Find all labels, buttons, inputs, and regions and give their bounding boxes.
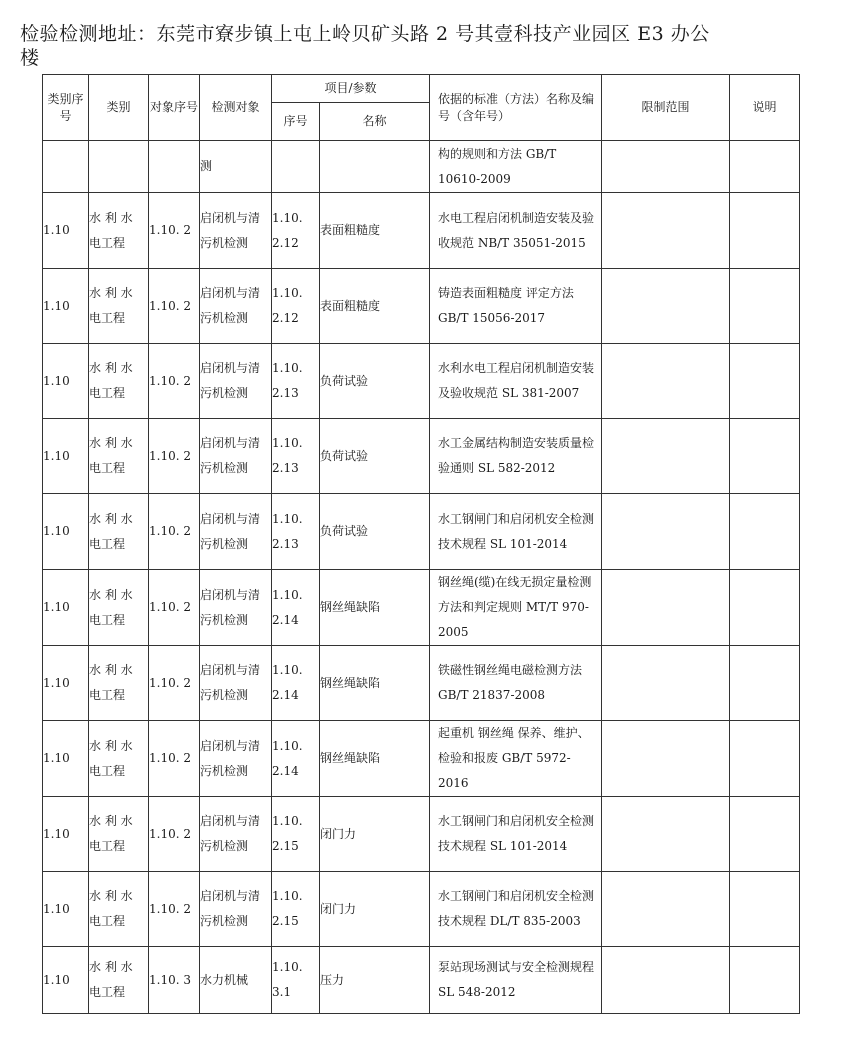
table-body: [43, 141, 800, 1014]
cell-note: [730, 494, 800, 570]
cell-seq: 1.10. 2.14: [272, 570, 320, 646]
cell-category: 水 利 水 电工程: [89, 269, 149, 344]
cell-limit: [602, 494, 730, 570]
header-standard: 依据的标准（方法）名称及编号（含年号）: [430, 75, 602, 141]
cell-note: [730, 947, 800, 1014]
header-item-param: 项目/参数: [272, 75, 430, 103]
cell-note: [730, 344, 800, 419]
header-category: 类别: [89, 75, 149, 141]
cell-name: 表面粗糙度: [320, 193, 430, 269]
cell-note: [730, 646, 800, 721]
header-seq: 序号: [272, 103, 320, 141]
cell-limit: [602, 947, 730, 1014]
cell-limit: [602, 570, 730, 646]
cell-standard: 水工钢闸门和启闭机安全检测技术规程 DL/T 835-2003: [430, 872, 602, 947]
cell-category-no: 1.10: [43, 872, 89, 947]
table-row: [43, 646, 800, 721]
cell-name: [320, 141, 430, 193]
cell-standard: 铁磁性钢丝绳电磁检测方法 GB/T 21837-2008: [430, 646, 602, 721]
header-limit: 限制范围: [602, 75, 730, 141]
cell-object: 启闭机与清污机检测: [200, 797, 272, 872]
cell-standard: 铸造表面粗糙度 评定方法 GB/T 15056-2017: [430, 269, 602, 344]
inspection-table: [42, 74, 800, 1014]
cell-category-no: 1.10: [43, 344, 89, 419]
cell-category: 水 利 水 电工程: [89, 947, 149, 1014]
cell-limit: [602, 141, 730, 193]
cell-name: 压力: [320, 947, 430, 1014]
cell-object: 启闭机与清污机检测: [200, 344, 272, 419]
header-object: 检测对象: [200, 75, 272, 141]
cell-seq: 1.10. 2.13: [272, 419, 320, 494]
table-row-continuation: [43, 141, 800, 193]
cell-seq: 1.10. 2.14: [272, 721, 320, 797]
cell-seq: 1.10. 2.12: [272, 269, 320, 344]
cell-note: [730, 872, 800, 947]
page-header: [20, 22, 820, 70]
cell-name: 负荷试验: [320, 494, 430, 570]
header-name: 名称: [320, 103, 430, 141]
table-row: [43, 193, 800, 269]
cell-category: 水 利 水 电工程: [89, 494, 149, 570]
cell-object: 启闭机与清污机检测: [200, 419, 272, 494]
cell-object-no: 1.10. 3: [149, 947, 200, 1014]
cell-standard: 水电工程启闭机制造安装及验收规范 NB/T 35051-2015: [430, 193, 602, 269]
cell-name: 闭门力: [320, 797, 430, 872]
table-row: [43, 721, 800, 797]
table-row: [43, 570, 800, 646]
header-category-no: 类别序号: [43, 75, 89, 141]
cell-name: 钢丝绳缺陷: [320, 646, 430, 721]
cell-object: 启闭机与清污机检测: [200, 646, 272, 721]
cell-standard: 水工钢闸门和启闭机安全检测技术规程 SL 101-2014: [430, 797, 602, 872]
table-row: [43, 872, 800, 947]
cell-standard: 钢丝绳(缆)在线无损定量检测方法和判定规则 MT/T 970-2005: [430, 570, 602, 646]
cell-note: [730, 570, 800, 646]
cell-category-no: 1.10: [43, 721, 89, 797]
cell-note: [730, 269, 800, 344]
cell-seq: 1.10. 2.13: [272, 494, 320, 570]
cell-limit: [602, 872, 730, 947]
cell-limit: [602, 797, 730, 872]
cell-object-no: 1.10. 2: [149, 193, 200, 269]
cell-category-no: 1.10: [43, 947, 89, 1014]
table-row: [43, 269, 800, 344]
cell-seq: 1.10. 2.15: [272, 797, 320, 872]
address-line-2: 楼: [20, 47, 40, 69]
table-row: [43, 494, 800, 570]
cell-standard: 泵站现场测试与安全检测规程 SL 548-2012: [430, 947, 602, 1014]
cell-category: 水 利 水 电工程: [89, 193, 149, 269]
cell-limit: [602, 646, 730, 721]
table-row: [43, 947, 800, 1014]
address-line-1: 检验检测地址：东莞市寮步镇上屯上岭贝矿头路 2 号其壹科技产业园区 E3 办公: [20, 23, 710, 45]
cell-object: 启闭机与清污机检测: [200, 872, 272, 947]
table-row: [43, 419, 800, 494]
cell-name: 钢丝绳缺陷: [320, 570, 430, 646]
cell-category-no: 1.10: [43, 193, 89, 269]
cell-name: 负荷试验: [320, 344, 430, 419]
cell-object: 启闭机与清污机检测: [200, 269, 272, 344]
cell-object-no: 1.10. 2: [149, 494, 200, 570]
cell-object: 测: [200, 141, 272, 193]
cell-name: 钢丝绳缺陷: [320, 721, 430, 797]
cell-standard: 构的规则和方法 GB/T 10610-2009: [430, 141, 602, 193]
cell-object-no: 1.10. 2: [149, 419, 200, 494]
cell-standard: 水工钢闸门和启闭机安全检测技术规程 SL 101-2014: [430, 494, 602, 570]
cell-note: [730, 419, 800, 494]
cell-category-no: 1.10: [43, 419, 89, 494]
cell-category: 水 利 水 电工程: [89, 344, 149, 419]
cell-object: 水力机械: [200, 947, 272, 1014]
cell-category: 水 利 水 电工程: [89, 797, 149, 872]
cell-object-no: 1.10. 2: [149, 570, 200, 646]
cell-category: 水 利 水 电工程: [89, 646, 149, 721]
cell-category-no: 1.10: [43, 269, 89, 344]
cell-seq: 1.10. 2.13: [272, 344, 320, 419]
cell-name: 表面粗糙度: [320, 269, 430, 344]
cell-object-no: 1.10. 2: [149, 872, 200, 947]
cell-seq: 1.10. 3.1: [272, 947, 320, 1014]
cell-name: 闭门力: [320, 872, 430, 947]
table-row: [43, 344, 800, 419]
cell-category-no: 1.10: [43, 646, 89, 721]
cell-object-no: 1.10. 2: [149, 344, 200, 419]
header-note: 说明: [730, 75, 800, 141]
cell-standard: 水利水电工程启闭机制造安装及验收规范 SL 381-2007: [430, 344, 602, 419]
cell-limit: [602, 344, 730, 419]
header-object-no: 对象序号: [149, 75, 200, 141]
cell-category-no: 1.10: [43, 797, 89, 872]
cell-seq: 1.10. 2.15: [272, 872, 320, 947]
cell-object-no: 1.10. 2: [149, 269, 200, 344]
cell-object: 启闭机与清污机检测: [200, 193, 272, 269]
cell-name: 负荷试验: [320, 419, 430, 494]
cell-note: [730, 193, 800, 269]
cell-object-no: 1.10. 2: [149, 721, 200, 797]
cell-category: 水 利 水 电工程: [89, 721, 149, 797]
cell-seq: 1.10. 2.14: [272, 646, 320, 721]
cell-category: 水 利 水 电工程: [89, 419, 149, 494]
cell-seq: 1.10. 2.12: [272, 193, 320, 269]
cell-category: 水 利 水 电工程: [89, 872, 149, 947]
cell-limit: [602, 193, 730, 269]
cell-category-no: [43, 141, 89, 193]
cell-category-no: 1.10: [43, 570, 89, 646]
table-row: [43, 797, 800, 872]
cell-limit: [602, 419, 730, 494]
cell-note: [730, 721, 800, 797]
cell-object: 启闭机与清污机检测: [200, 570, 272, 646]
cell-limit: [602, 721, 730, 797]
cell-limit: [602, 269, 730, 344]
cell-note: [730, 797, 800, 872]
cell-object-no: 1.10. 2: [149, 797, 200, 872]
cell-category: 水 利 水 电工程: [89, 570, 149, 646]
cell-object-no: [149, 141, 200, 193]
cell-object: 启闭机与清污机检测: [200, 494, 272, 570]
cell-category-no: 1.10: [43, 494, 89, 570]
cell-note: [730, 141, 800, 193]
cell-object-no: 1.10. 2: [149, 646, 200, 721]
table-header: [43, 75, 800, 141]
cell-seq: [272, 141, 320, 193]
cell-standard: 起重机 钢丝绳 保养、维护、检验和报废 GB/T 5972-2016: [430, 721, 602, 797]
cell-standard: 水工金属结构制造安装质量检验通则 SL 582-2012: [430, 419, 602, 494]
cell-category: [89, 141, 149, 193]
cell-object: 启闭机与清污机检测: [200, 721, 272, 797]
